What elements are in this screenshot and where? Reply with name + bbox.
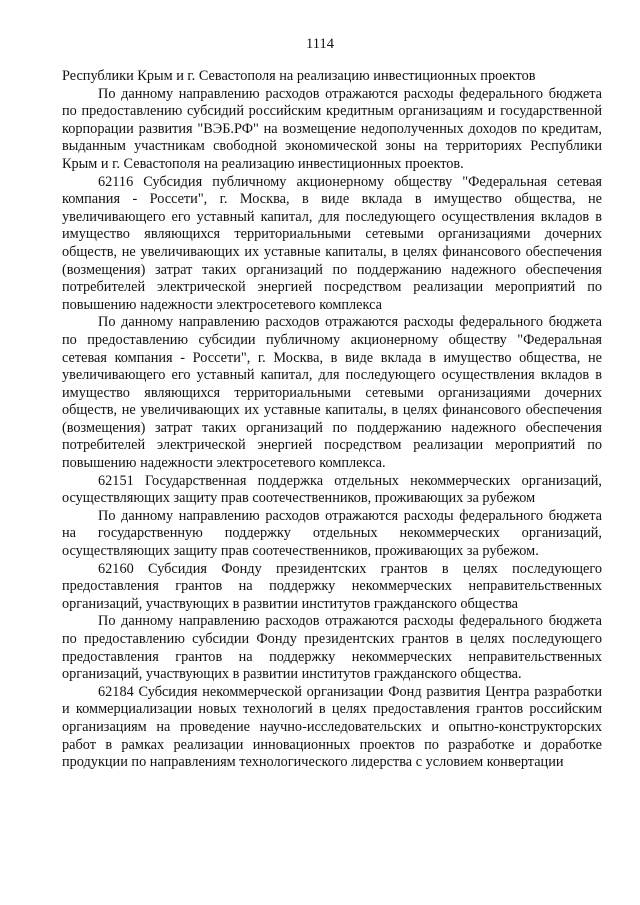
paragraph: 62184 Субсидия некоммерческой организации Фонд развития Центра разработки и коммерциализации новых технологий в целях предоставления грантов российским организациям на проведение научно-исследовательских и опытно-конструкторских работ в рамках реализации инновационных проектов по разработке и доработке продукции по направлениям технологического лидерства с условием конвертации	[62, 683, 602, 771]
page-number: 1114	[306, 36, 334, 52]
document-body	[62, 68, 602, 772]
paragraph: 62116 Субсидия публичному акционерному обществу "Федеральная сетевая компания - Россети", г. Москва, в виде вклада в имущество общества, не увеличивающего его уставный капитал, для последующего осуществления вкладов в имущество являющихся территориальными сетевыми организациями дочерних обществ, не увеличивающих их уставные капиталы, в целях финансового обеспечения (возмещения) затрат таких организаций по поддержанию надежного обеспечения потребителей электрической энергией посредством реализации мероприятий по повышению надежности электросетевого комплекса	[62, 173, 602, 313]
paragraph: По данному направлению расходов отражаются расходы федерального бюджета по предоставлению субсидий российским кредитным организациям и государственной корпорации развития "ВЭБ.РФ" на возмещение недополученных доходов по кредитам, выданным участникам свободной экономической зоны на территориях Республики Крым и г. Севастополя на реализацию инвестиционных проектов.	[62, 85, 602, 172]
paragraph: По данному направлению расходов отражаются расходы федерального бюджета по предоставлению субсидии Фонду президентских грантов в целях последующего предоставления грантов на поддержку некоммерческих неправительственных организаций, участвующих в развитии институтов гражданского общества.	[62, 613, 602, 683]
paragraph: 62160 Субсидия Фонду президентских грантов в целях последующего предоставления грантов на поддержку некоммерческих неправительственных организаций, участвующих в развитии институтов гражданского общества	[62, 560, 602, 612]
paragraph: 62151 Государственная поддержка отдельных некоммерческих организаций, осуществляющих защиту прав соотечественников, проживающих за рубежом	[62, 472, 602, 507]
paragraph: По данному направлению расходов отражаются расходы федерального бюджета по предоставлению субсидии публичному акционерному обществу "Федеральная сетевая компания - Россети", г. Москва, в виде вклада в имущество общества, не увеличивающего его уставный капитал, для последующего осуществления вкладов в имущество являющихся территориальными сетевыми организациями дочерних обществ, не увеличивающих их уставные капиталы, в целях финансового обеспечения (возмещения) затрат таких организаций по поддержанию надежного обеспечения потребителей электрической энергией посредством реализации мероприятий по повышению надежности электросетевого комплекса.	[62, 314, 602, 472]
paragraph: По данному направлению расходов отражаются расходы федерального бюджета на государственную поддержку отдельных некоммерческих организаций, осуществляющих защиту прав соотечественников, проживающих за рубежом.	[62, 507, 602, 560]
paragraph: Республики Крым и г. Севастополя на реализацию инвестиционных проектов	[62, 68, 536, 84]
